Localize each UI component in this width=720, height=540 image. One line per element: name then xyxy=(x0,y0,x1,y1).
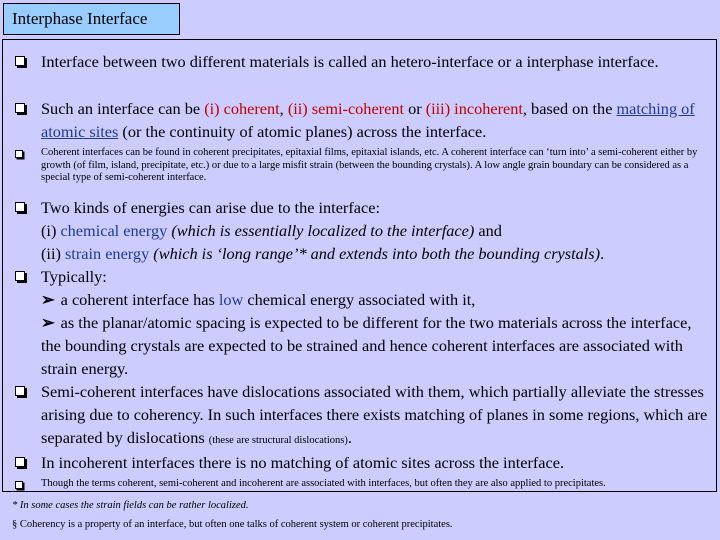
square-bullet-icon xyxy=(15,103,25,113)
bullet-text: Two kinds of energies can arise due to the interface: (i) chemical energy (which is essentially localized to the interface) and (ii) strain energy (which is ‘long range’* and extends into both the bounding crystals). xyxy=(41,198,605,263)
strain-energy-term: strain energy xyxy=(64,244,150,263)
incoherent-term: (iii) incoherent xyxy=(425,99,523,118)
arrow-bullet-icon: ➢ xyxy=(41,290,55,309)
bullet-item-2 xyxy=(15,97,708,143)
slide-title: Interphase Interface xyxy=(3,3,180,35)
bullet-item-7 xyxy=(15,451,708,474)
content-box xyxy=(2,39,717,492)
low-term: low xyxy=(218,290,244,309)
bullet-item-3 xyxy=(15,147,708,185)
bullet-item-6 xyxy=(15,380,708,452)
bullet-text: Interface between two different materials is called an hetero-interface or a interphase interface. xyxy=(41,52,659,71)
square-bullet-icon xyxy=(15,56,25,66)
footnote-star: * In some cases the strain fields can be rather localized. xyxy=(12,500,249,511)
bullet-text: Though the terms coherent, semi-coherent and incoherent are associated with interfaces, but often they are also applied to precipitates. xyxy=(41,478,606,489)
footnote-section: § Coherency is a property of an interface, but often one talks of coherent system or coherent precipitates. xyxy=(12,519,453,530)
structural-dislocations-note: (these are structural dislocations) xyxy=(208,435,348,446)
square-bullet-icon xyxy=(15,481,23,489)
bullet-item-4 xyxy=(15,196,708,265)
square-bullet-icon xyxy=(15,386,25,396)
coherent-term: (i) coherent xyxy=(204,99,280,118)
bullet-item-1 xyxy=(15,50,708,73)
matching-term: matching of atomic sites xyxy=(41,99,695,141)
arrow-bullet-icon: ➢ xyxy=(41,313,55,332)
chemical-energy-term: chemical energy xyxy=(60,221,168,240)
bullet-text: Semi-coherent interfaces have dislocations associated with them, which partially alleviate the stresses arising due to coherency. In such interfaces there exists matching of planes in some regions, which are separated by dislocations (these are structural dislocations). xyxy=(41,382,708,447)
semi-coherent-term: (ii) semi-coherent xyxy=(287,99,404,118)
square-bullet-icon xyxy=(15,202,25,212)
square-bullet-icon xyxy=(15,457,25,467)
bullet-item-5 xyxy=(15,265,708,380)
bullet-text: Such an interface can be (i) coherent, (ii) semi-coherent or (iii) incoherent, based on the matching of atomic sites (or the continuity of atomic planes) across the interface. xyxy=(41,99,695,141)
square-bullet-icon xyxy=(15,271,25,281)
bullet-item-8 xyxy=(15,478,708,491)
bullet-text: Typically: ➢ a coherent interface has low chemical energy associated with it, ➢ as the planar/atomic spacing is expected to be different for the two materials across the interface, the bounding crystals are expected to be strained and hence coherent interfaces are associated with strain energy. xyxy=(41,267,692,378)
bullet-text: Coherent interfaces can be found in coherent precipitates, epitaxial films, epitaxial islands, etc. A coherent interface can ‘turn into’ a semi-coherent either by growth (of film, island, precipitate, etc.) or due to a large misfit strain (between the bounding crystals). A low angle grain boundary can be considered as a special type of semi-coherent interface. xyxy=(41,147,698,183)
bullet-text: In incoherent interfaces there is no matching of atomic sites across the interface. xyxy=(41,453,565,472)
square-bullet-icon xyxy=(15,150,23,158)
